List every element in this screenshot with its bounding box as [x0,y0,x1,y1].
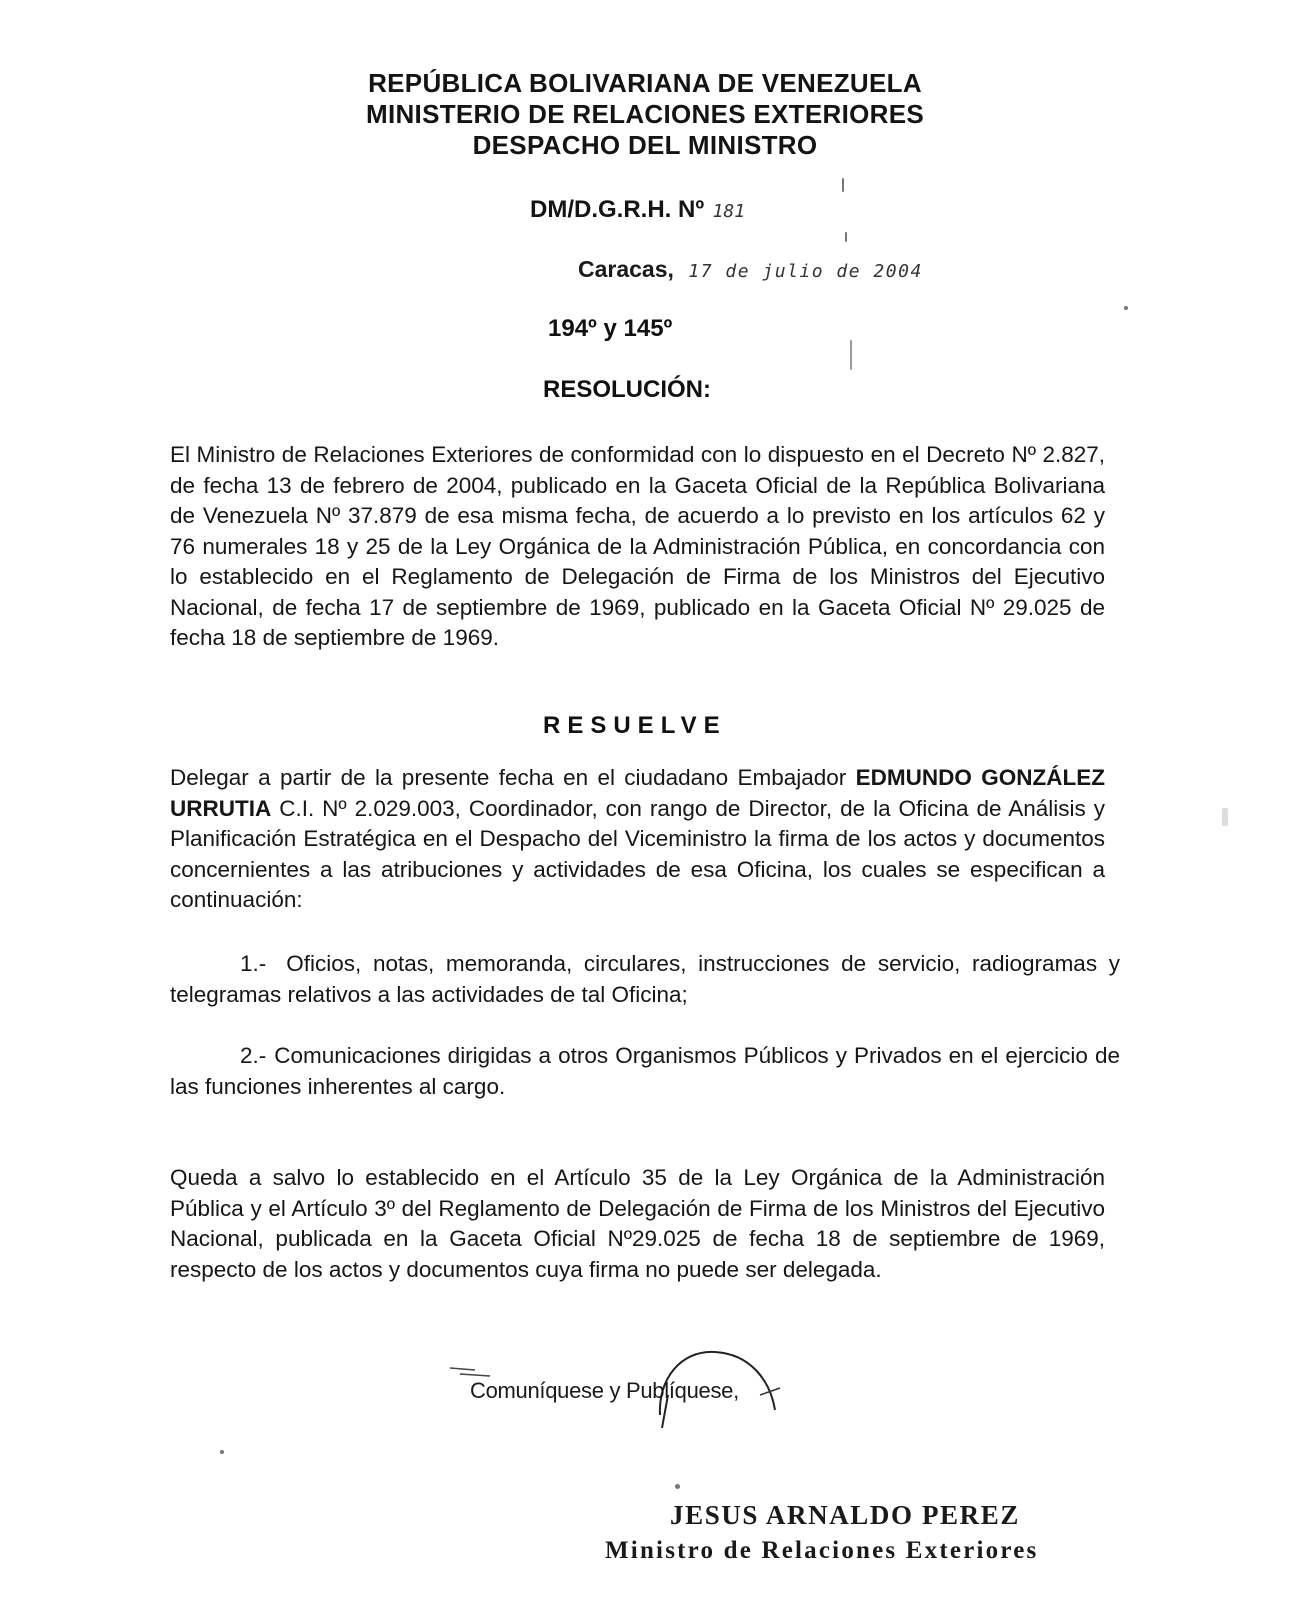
list-item [170,1040,1120,1102]
signer-title: Ministro de Relaciones Exteriores [605,1537,1039,1564]
header-republic: REPÚBLICA BOLIVARIANA DE VENEZUELA [368,68,922,98]
resolution-heading: RESOLUCIÓN: [543,376,711,403]
delegation-paragraph [170,763,1105,916]
dateline [578,256,923,283]
dateline-city: Caracas, [578,256,674,282]
header-ministry: MINISTERIO DE RELACIONES EXTERIORES [365,99,924,129]
years-line: 194º y 145º [548,315,673,342]
exception-paragraph: Queda a salvo lo establecido en el Artículo 35 de la Ley Orgánica de la Administración Pública y el Artículo 3º del Reglamento de Delegación de Firma de los Ministros del Ejecutivo Nacional, publicada en la Gaceta Oficial Nº29.025 de fecha 18 de septiembre de 1969, respecto de los actos y documentos cuya firma no puede ser delegada. [170,1165,1105,1282]
list-item [170,948,1120,1010]
list-item-number: 1.- [240,951,267,976]
delegation-rest: C.I. Nº 2.029.003, Coordinador, con rango de Director, de la Oficina de Análisis y Planificación Estratégica en el Despacho del Viceministro la firma de los actos y documentos concernientes a las atribuciones y actividades de esa Oficina, los cuales se especifican a continuación: [170,795,1105,912]
list-item-text: Comunicaciones dirigidas a otros Organismos Públicos y Privados en el ejercicio de las funciones inherentes al cargo. [170,1043,1120,1099]
scan-mark [850,340,852,370]
scan-mark [220,1450,224,1454]
scan-mark [1124,306,1128,310]
closing-formula: Comuníquese y Publíquese, [470,1378,739,1403]
scan-mark [1222,808,1228,826]
scan-mark [845,232,847,242]
reference-number: 181 [712,201,746,222]
reference-line [530,196,745,224]
preamble-paragraph: El Ministro de Relaciones Exteriores de conformidad con lo dispuesto en el Decreto Nº 2.827, de fecha 13 de febrero de 2004, publicado en la Gaceta Oficial de la República Bolivariana de Venezuela Nº 37.879 de esa misma fecha, de acuerdo a lo previsto en los artículos 62 y 76 numerales 18 y 25 de la Ley Orgánica de la Administración Pública, en concordancia con lo establecido en el Reglamento de Delegación de Firma de los Ministros del Ejecutivo Nacional, de fecha 17 de septiembre de 1969, publicado en la Gaceta Oficial Nº 29.025 de fecha 18 de septiembre de 1969. [170,442,1105,650]
scan-mark [842,178,844,192]
resuelve-heading: RESUELVE [543,712,727,739]
signer-name: JESUS ARNALDO PEREZ [670,1500,1020,1530]
delegate-name: EDMUNDO GONZÁLEZ URRUTIA [170,765,1105,821]
list-item-text: Oficios, notas, memoranda, circulares, instrucciones de servicio, radiogramas y telegramas relativos a las actividades de tal Oficina; [170,951,1120,1007]
header-office: DESPACHO DEL MINISTRO [472,130,818,160]
reference-label: DM/D.G.R.H. Nº [530,196,705,223]
delegation-intro: Delegar a partir de la presente fecha en el ciudadano Embajador [170,765,847,790]
list-item-number: 2.- [240,1043,267,1068]
scan-mark [675,1484,680,1489]
dateline-date: 17 de julio de 2004 [688,261,923,282]
